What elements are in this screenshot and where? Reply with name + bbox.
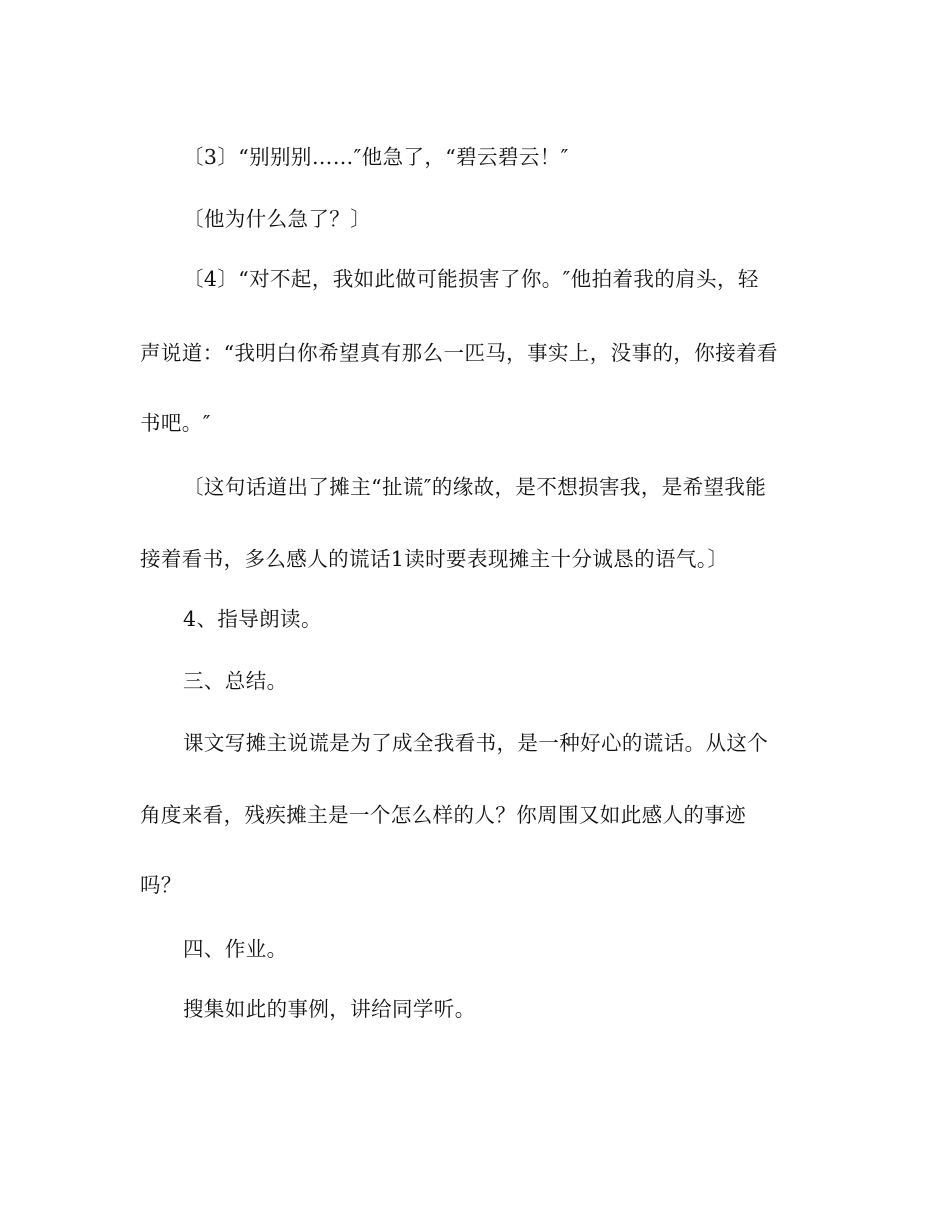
section-heading: 三、总结。 [183,669,288,693]
paragraph-line: 课文写摊主说谎是为了成全我看书，是一种好心的谎话。从这个 [183,731,769,755]
paragraph-line: 〔4〕“对不起，我如此做可能损害了你。″他拍着我的肩头，轻 [183,267,759,291]
section-line: 4、指导朗读。 [183,607,322,631]
paragraph-line: 角度来看，残疾摊主是一个怎么样的人？你周围又如此感人的事迹 [140,803,747,827]
paragraph-line: 〔3〕“别别别……″他急了，“碧云碧云！″ [183,145,569,169]
paragraph-line: 声说道：“我明白你希望真有那么一匹马，事实上，没事的，你接着看 [140,341,778,365]
paragraph-line: 接着看书，多么感人的谎话1读时要表现摊主十分诚恳的语气。〕 [140,547,729,571]
paragraph-line: 搜集如此的事例，讲给同学听。 [183,997,476,1021]
paragraph-line: 书吧。″ [140,411,211,435]
paragraph-line: 〔他为什么急了？〕 [183,207,372,231]
paragraph-line: 吗？ [140,873,182,897]
paragraph-line: 〔这句话道出了摊主“扯谎″的缘故，是不想损害我，是希望我能 [183,475,767,499]
section-heading: 四、作业。 [183,937,288,961]
